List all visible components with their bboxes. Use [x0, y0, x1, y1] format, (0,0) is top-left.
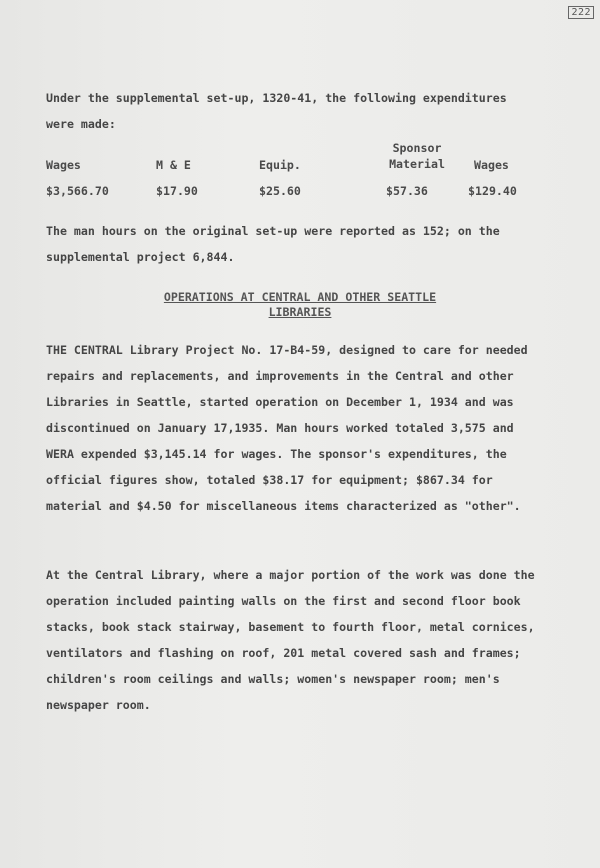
- page-number: 222: [568, 6, 594, 19]
- central-library-paragraph: THE CENTRAL Library Project No. 17-B4-59, designed to care for needed repairs and replacements, and improvements in the Central and other Libraries in Seattle, started operation on December 1, 1934 and was discontinued on January 17,1935. Man hours worked totaled 3,575 and WERA expended $3,145.14 for wages. The sponsor's expenditures, the official figures show, totaled $38.17 for equipment; $867.34 for material and $4.50 for miscellaneous items characterized as "other".: [46, 343, 528, 513]
- table-header-sponsor-material: Sponsor Material: [389, 141, 445, 171]
- table-value-wages-2: $129.40: [468, 184, 517, 198]
- table-header-wages-2: Wages: [474, 158, 509, 172]
- section-heading-line1: OPERATIONS AT CENTRAL AND OTHER SEATTLE: [163, 290, 437, 304]
- intro-paragraph: Under the supplemental set-up, 1320-41, the following expenditures were made:: [46, 91, 507, 131]
- table-value-me: $17.90: [156, 184, 198, 198]
- work-description-paragraph: At the Central Library, where a major portion of the work was done the operation included painting walls on the first and second floor book stacks, book stack stairway, basement to fourth floor, metal cornices, ventilators and flashing on roof, 201 metal covered sash and frames; children's room ceilings and walls; women's newspaper room; men's newspaper room.: [46, 568, 535, 712]
- table-header-wages: Wages: [46, 158, 81, 172]
- man-hours-paragraph: The man hours on the original set-up were reported as 152; on the supplemental project 6,844.: [46, 224, 500, 264]
- table-value-equip: $25.60: [259, 184, 301, 198]
- table-header-equip: Equip.: [259, 158, 301, 172]
- section-heading: [100, 290, 500, 320]
- section-heading-line2: LIBRARIES: [268, 305, 332, 319]
- table-value-wages: $3,566.70: [46, 184, 109, 198]
- table-header-me: M & E: [156, 158, 191, 172]
- table-value-sponsor-material: $57.36: [386, 184, 428, 198]
